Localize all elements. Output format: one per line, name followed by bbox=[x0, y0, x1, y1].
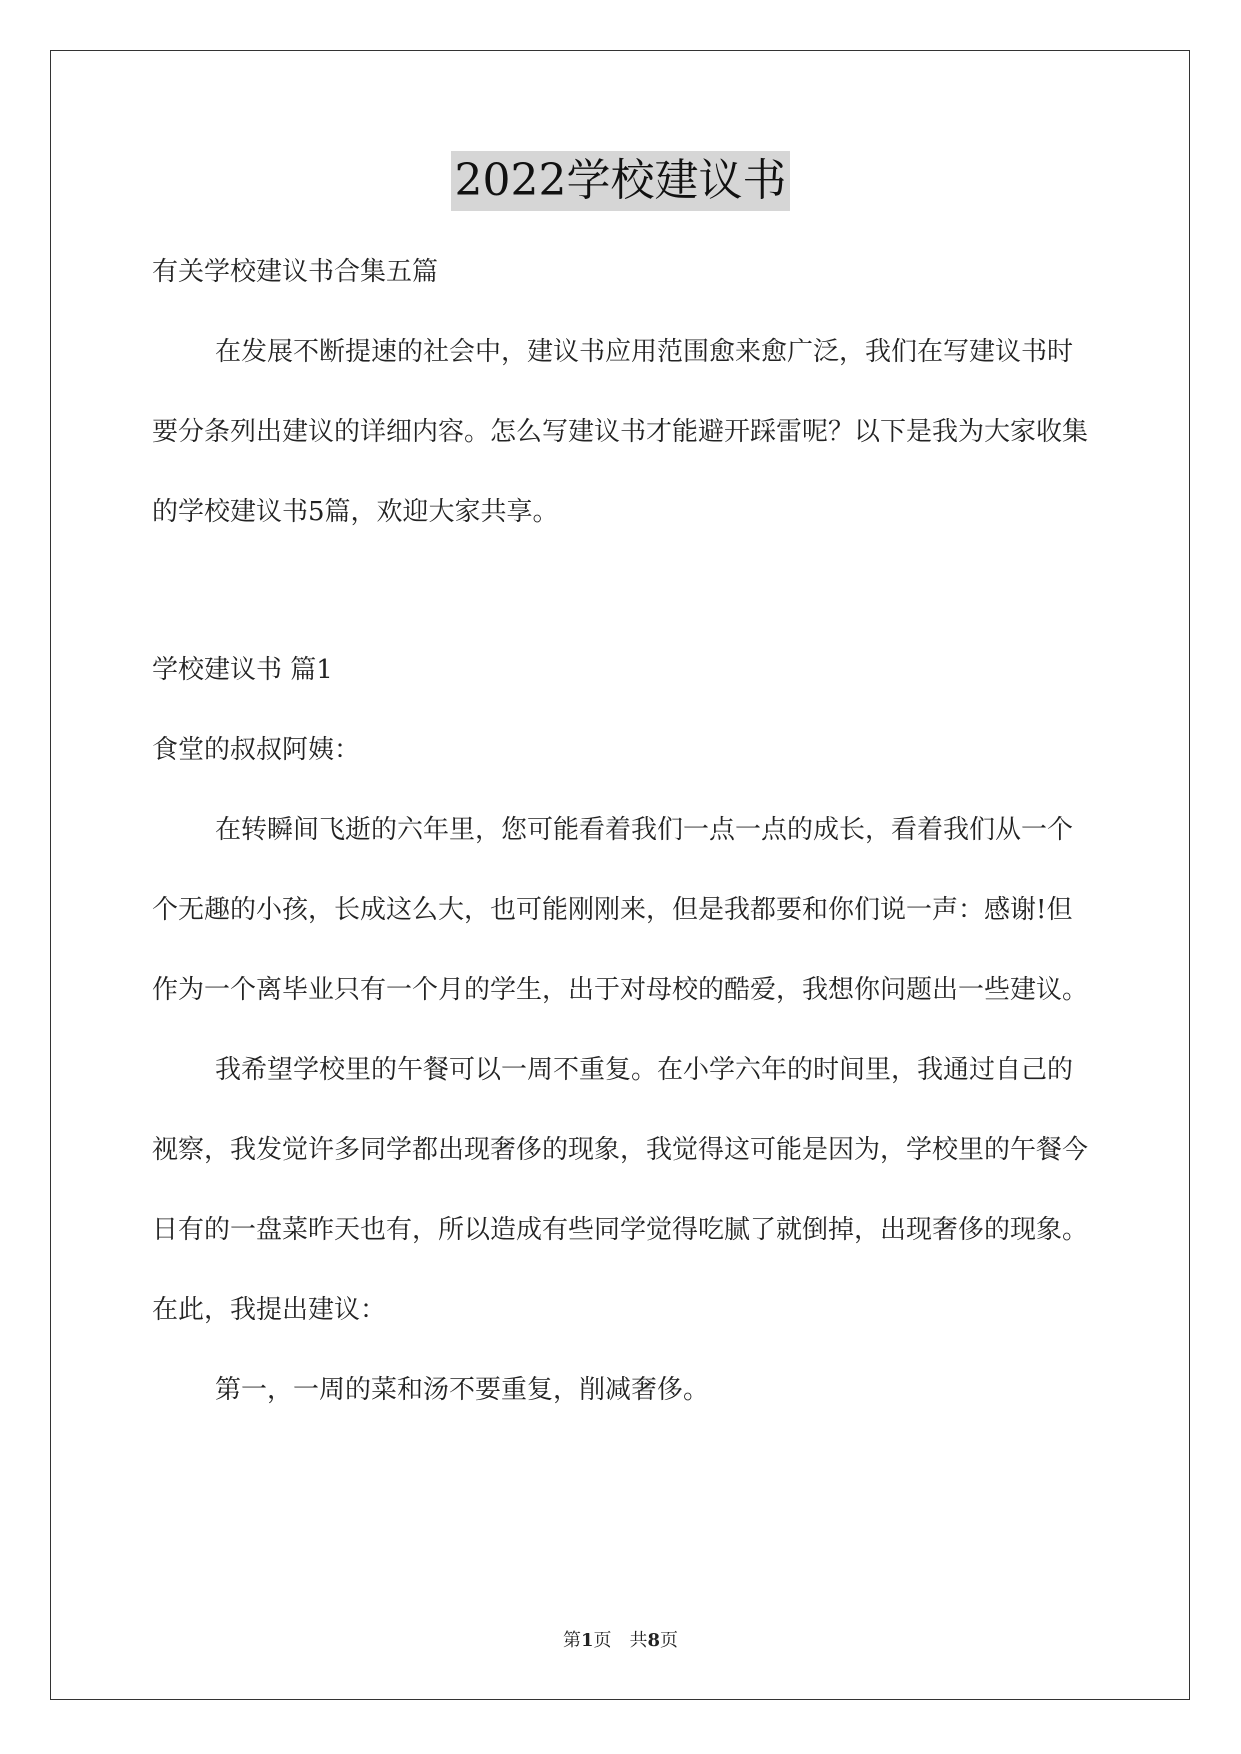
footer-suffix: 页 bbox=[660, 1630, 679, 1651]
footer-mid: 页 共 bbox=[593, 1630, 648, 1651]
title-container bbox=[0, 151, 1241, 211]
subtitle: 有关学校建议书合集五篇 bbox=[152, 257, 439, 287]
spacer bbox=[152, 552, 1090, 630]
salutation: 食堂的叔叔阿姨： bbox=[152, 735, 361, 765]
section-heading: 学校建议书 篇1 bbox=[152, 655, 333, 685]
body-paragraph-1: 在转瞬间飞逝的六年里，您可能看着我们一点一点的成长，看着我们从一个个无趣的小孩，长成这么大，也可能刚刚来，但是我都要和你们说一声：感谢!但作为一个离毕业只有一个月的学生，出于对母校的酷爱，我想你问题出一些建议。 bbox=[152, 815, 1089, 1005]
intro-paragraph: 在发展不断提速的社会中，建议书应用范围愈来愈广泛，我们在写建议书时要分条列出建议的详细内容。怎么写建议书才能避开踩雷呢？以下是我为大家收集的学校建议书5篇，欢迎大家共享。 bbox=[152, 337, 1089, 527]
footer-prefix: 第 bbox=[562, 1630, 581, 1651]
body-paragraph-2: 我希望学校里的午餐可以一周不重复。在小学六年的时间里，我通过自己的视察，我发觉许多同学都出现奢侈的现象，我觉得这可能是因为，学校里的午餐今日有的一盘菜昨天也有，所以造成有些同学觉得吃腻了就倒掉，出现奢侈的现象。在此，我提出建议： bbox=[152, 1055, 1089, 1325]
page-footer bbox=[0, 1626, 1241, 1652]
document-body bbox=[152, 232, 1090, 1430]
body-paragraph-3: 第一，一周的菜和汤不要重复，削减奢侈。 bbox=[215, 1375, 710, 1405]
footer-page-current: 1 bbox=[580, 1630, 594, 1651]
footer-page-total: 8 bbox=[647, 1630, 661, 1651]
document-title: 2022学校建议书 bbox=[451, 151, 791, 211]
